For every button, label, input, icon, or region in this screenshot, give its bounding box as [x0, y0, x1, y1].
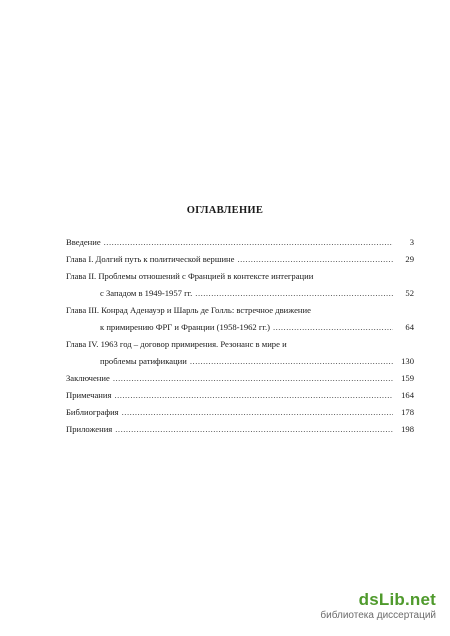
toc-entry-chapter-1	[66, 251, 414, 268]
toc-entry-text: Примечания	[66, 390, 112, 400]
dot-leader	[114, 387, 393, 404]
dot-leader	[113, 370, 393, 387]
toc-entry-introduction	[66, 234, 414, 251]
toc-entry-text: Библиография	[66, 407, 119, 417]
toc-title: ОГЛАВЛЕНИЕ	[186, 205, 264, 216]
toc-line	[66, 421, 414, 438]
toc-entry-bibliography	[66, 404, 414, 421]
toc-entry-text: с Западом в 1949-1957 гг.	[100, 288, 193, 298]
dot-leader	[104, 234, 393, 251]
toc-entry-text: к примирению ФРГ и Франции (1958-1962 гг.)	[100, 322, 270, 332]
toc-page-number: 164	[401, 390, 414, 400]
toc-page-number: 3	[409, 237, 414, 247]
watermark-subtitle: библиотека диссертаций	[320, 610, 436, 621]
toc-line	[66, 370, 414, 387]
toc-line-continued	[66, 353, 414, 370]
toc-entry-text: Заключение	[66, 373, 110, 383]
toc-entry-text: Глава III. Конрад Аденауэр и Шарль де Голль: встречное движение	[66, 305, 311, 315]
toc-entry-chapter-3	[66, 302, 414, 336]
dot-leader	[273, 319, 393, 336]
toc-page-number: 29	[405, 254, 414, 264]
toc-entry-notes	[66, 387, 414, 404]
toc-entry-text: Введение	[66, 237, 101, 247]
dot-leader	[190, 353, 393, 370]
toc-line	[66, 387, 414, 404]
toc-line	[66, 302, 414, 319]
dot-leader	[115, 421, 393, 438]
toc-page-number: 64	[405, 322, 414, 332]
toc-line-continued	[66, 285, 414, 302]
toc-entry-text: Глава I. Долгий путь к политической вершине	[66, 254, 235, 264]
toc-line	[66, 404, 414, 421]
toc-line	[66, 251, 414, 268]
toc-page-number: 52	[405, 288, 414, 298]
toc-line	[66, 268, 414, 285]
toc-entry-appendices	[66, 421, 414, 438]
toc-entry-chapter-4	[66, 336, 414, 370]
toc-entry-conclusion	[66, 370, 414, 387]
toc-page-number: 198	[401, 424, 414, 434]
watermark	[296, 590, 436, 624]
toc-entry-text: проблемы ратификации	[100, 356, 187, 366]
toc-line-continued	[66, 319, 414, 336]
toc-entry-text: Глава II. Проблемы отношений с Францией в контексте интеграции	[66, 271, 314, 281]
toc-line	[66, 234, 414, 251]
toc-entry-chapter-2	[66, 268, 414, 302]
watermark-logo: dsLib.net	[358, 590, 436, 609]
toc-entry-text: Глава IV. 1963 год – договор примирения. Резонанс в мире и	[66, 339, 287, 349]
toc-line	[66, 336, 414, 353]
toc-page-number: 159	[401, 373, 414, 383]
toc-entry-text: Приложения	[66, 424, 113, 434]
dot-leader	[195, 285, 393, 302]
dot-leader	[122, 404, 393, 421]
toc-page-number: 130	[401, 356, 414, 366]
toc-page-number: 178	[401, 407, 414, 417]
dot-leader	[237, 251, 393, 268]
table-of-contents	[66, 234, 414, 438]
